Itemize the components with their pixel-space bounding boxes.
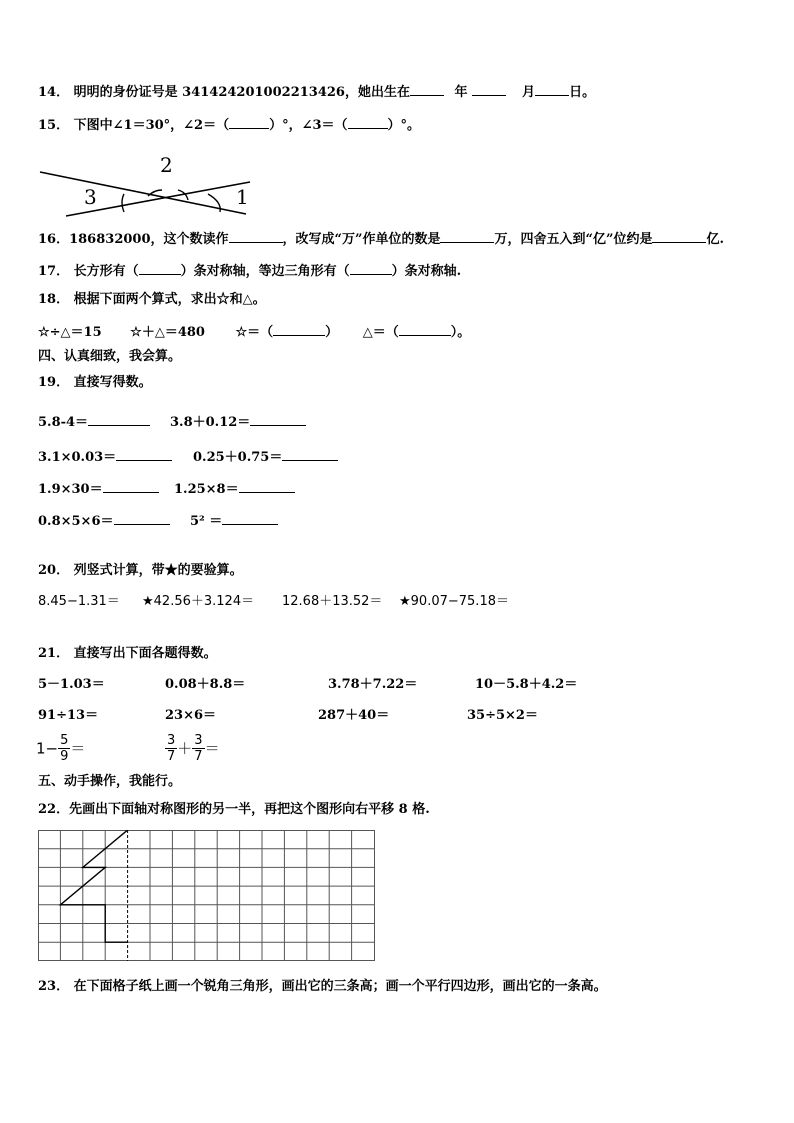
question-text: ）条对称轴. — [391, 264, 462, 279]
vertical-calc-item: 12.68＋13.52＝ — [282, 594, 383, 609]
question-number: 19． — [38, 375, 70, 390]
answer-blank[interactable] — [282, 448, 338, 461]
equation: ☆＋△＝480 — [130, 325, 205, 340]
calc-item — [38, 512, 170, 530]
calc-item — [170, 413, 306, 431]
answer-star: ☆＝（ — [235, 325, 274, 340]
equals-sign: ＝ — [204, 739, 220, 758]
question-number: 18． — [38, 292, 70, 307]
question-text: 直接写出下面各题得数。 — [73, 646, 217, 661]
question-18 — [38, 292, 266, 308]
fraction — [192, 733, 204, 764]
fraction-expression-2 — [165, 733, 220, 764]
calc-item — [174, 480, 295, 498]
answer-blank-triangle-value[interactable] — [399, 323, 451, 336]
question-number: 14． — [38, 85, 70, 100]
question-text: 186832000，这个数读作 — [69, 232, 229, 247]
numerator: 3 — [194, 733, 203, 748]
answer-blank-wan[interactable] — [440, 230, 494, 243]
plus-sign: ＋ — [177, 739, 193, 758]
question-number: 21． — [38, 646, 70, 661]
angle-figure — [36, 150, 256, 220]
calc-item — [193, 448, 338, 466]
numerator: 3 — [167, 733, 176, 748]
calc-item — [190, 512, 278, 530]
angle-label-1: 1 — [236, 185, 249, 209]
vertical-calc-item: ★90.07−75.18＝ — [399, 594, 509, 609]
answer-blank-triangle[interactable] — [350, 262, 392, 275]
calc-item — [38, 480, 159, 498]
calc-item: 287＋40＝ — [318, 708, 390, 723]
expression: 1.9×30＝ — [38, 482, 103, 497]
calc-item — [38, 413, 150, 431]
expression: 3.1×0.03＝ — [38, 450, 117, 465]
answer-blank[interactable] — [116, 448, 172, 461]
question-14 — [38, 83, 595, 101]
question-number: 23． — [38, 979, 70, 994]
question-text: ）。 — [450, 325, 471, 340]
denominator: 9 — [60, 749, 69, 764]
calc-item — [38, 448, 172, 466]
question-text: 根据下面两个算式，求出☆和△。 — [73, 292, 266, 307]
equals-sign: ＝ — [70, 739, 86, 758]
year-label: 年 — [454, 85, 468, 100]
calc-item: 91÷13＝ — [38, 708, 99, 723]
expression: 5.8-4＝ — [38, 415, 89, 430]
answer-blank-yi[interactable] — [652, 230, 706, 243]
angle-label-2: 2 — [160, 153, 173, 177]
question-number: 22． — [38, 802, 70, 817]
calc-item: 0.08＋8.8＝ — [165, 677, 246, 692]
question-19 — [38, 375, 152, 391]
question-text: 下图中∠1＝30°，∠2＝（ — [73, 118, 230, 133]
question-text: 在下面格子纸上画一个锐角三角形，画出它的三条高；画一个平行四边形，画出它的一条高。 — [73, 979, 607, 994]
question-text: 列竖式计算，带★的要验算。 — [73, 563, 243, 578]
expression: 1.25×8＝ — [174, 482, 239, 497]
question-number: 16． — [38, 232, 70, 247]
question-18-equations — [38, 323, 470, 341]
question-text: ）°，∠3＝（ — [269, 118, 348, 133]
expression: 0.25＋0.75＝ — [193, 450, 283, 465]
month-label: 月 — [522, 85, 536, 100]
section-heading-4: 四、认真细致，我会算。 — [38, 349, 182, 364]
question-text: ） — [325, 325, 339, 340]
expression: 5² ＝ — [190, 514, 223, 529]
answer-blank-month[interactable] — [472, 83, 506, 96]
answer-blank[interactable] — [114, 512, 170, 525]
question-text: 明明的身份证号是 341424201002213426，她出生在 — [73, 85, 410, 100]
question-text: 直接写得数。 — [73, 375, 152, 390]
answer-blank-year[interactable] — [410, 83, 444, 96]
question-text: ）°。 — [387, 118, 421, 133]
grid-lines — [38, 830, 375, 961]
question-16 — [38, 230, 724, 248]
question-number: 15． — [38, 118, 70, 133]
calc-item: 10－5.8＋4.2＝ — [475, 677, 578, 692]
question-text: 亿. — [706, 232, 724, 247]
answer-blank[interactable] — [88, 413, 150, 426]
line-a — [40, 172, 246, 214]
question-number: 17． — [38, 264, 70, 279]
answer-blank[interactable] — [222, 512, 278, 525]
expression: 0.8×5×6＝ — [38, 514, 114, 529]
question-22 — [38, 802, 430, 818]
vertical-calc-item: ★42.56＋3.124＝ — [142, 594, 255, 609]
vertical-calc-item: 8.45−1.31＝ — [38, 594, 120, 609]
whole-number: 1 — [36, 739, 46, 758]
question-text: ，改写成“万”作单位的数是 — [282, 232, 441, 247]
question-20 — [38, 563, 243, 579]
answer-blank-day[interactable] — [535, 83, 569, 96]
fraction-expression-1 — [36, 733, 85, 764]
expression: 3.8＋0.12＝ — [170, 415, 251, 430]
question-text: 先画出下面轴对称图形的另一半，再把这个图形向右平移 8 格. — [69, 802, 430, 817]
angle-arc-3 — [122, 194, 124, 212]
answer-blank-star[interactable] — [273, 323, 325, 336]
equation: ☆÷△＝15 — [38, 325, 102, 340]
answer-blank-angle2[interactable] — [229, 116, 269, 129]
question-text: 长方形有（ — [73, 264, 139, 279]
fraction — [58, 733, 70, 764]
question-21 — [38, 646, 217, 662]
question-text: 万，四舍五入到“亿”位约是 — [494, 232, 653, 247]
question-17 — [38, 262, 461, 280]
angle-label-3: 3 — [84, 185, 97, 209]
calc-item: 35÷5×2＝ — [467, 708, 538, 723]
section-heading-5: 五、动手操作，我能行。 — [38, 774, 182, 789]
answer-blank-rectangle[interactable] — [139, 262, 181, 275]
angle-arc-1 — [208, 194, 220, 212]
fraction — [165, 733, 177, 764]
denominator: 7 — [167, 749, 176, 764]
calc-item: 5－1.03＝ — [38, 677, 105, 692]
drawing-grid[interactable] — [38, 830, 378, 964]
answer-blank[interactable] — [250, 413, 306, 426]
calc-item: 23×6＝ — [165, 708, 217, 723]
answer-blank-angle3[interactable] — [348, 116, 388, 129]
answer-blank-reading[interactable] — [229, 230, 283, 243]
answer-blank[interactable] — [239, 480, 295, 493]
answer-blank[interactable] — [103, 480, 159, 493]
question-15 — [38, 116, 420, 134]
question-text: ）条对称轴，等边三角形有（ — [180, 264, 350, 279]
calc-item: 3.78＋7.22＝ — [328, 677, 418, 692]
minus-sign: − — [45, 739, 59, 758]
question-23 — [38, 979, 607, 995]
answer-triangle: △＝（ — [362, 325, 399, 340]
denominator: 7 — [194, 749, 203, 764]
day-label: 日。 — [569, 85, 596, 100]
numerator: 5 — [60, 733, 69, 748]
question-number: 20． — [38, 563, 70, 578]
